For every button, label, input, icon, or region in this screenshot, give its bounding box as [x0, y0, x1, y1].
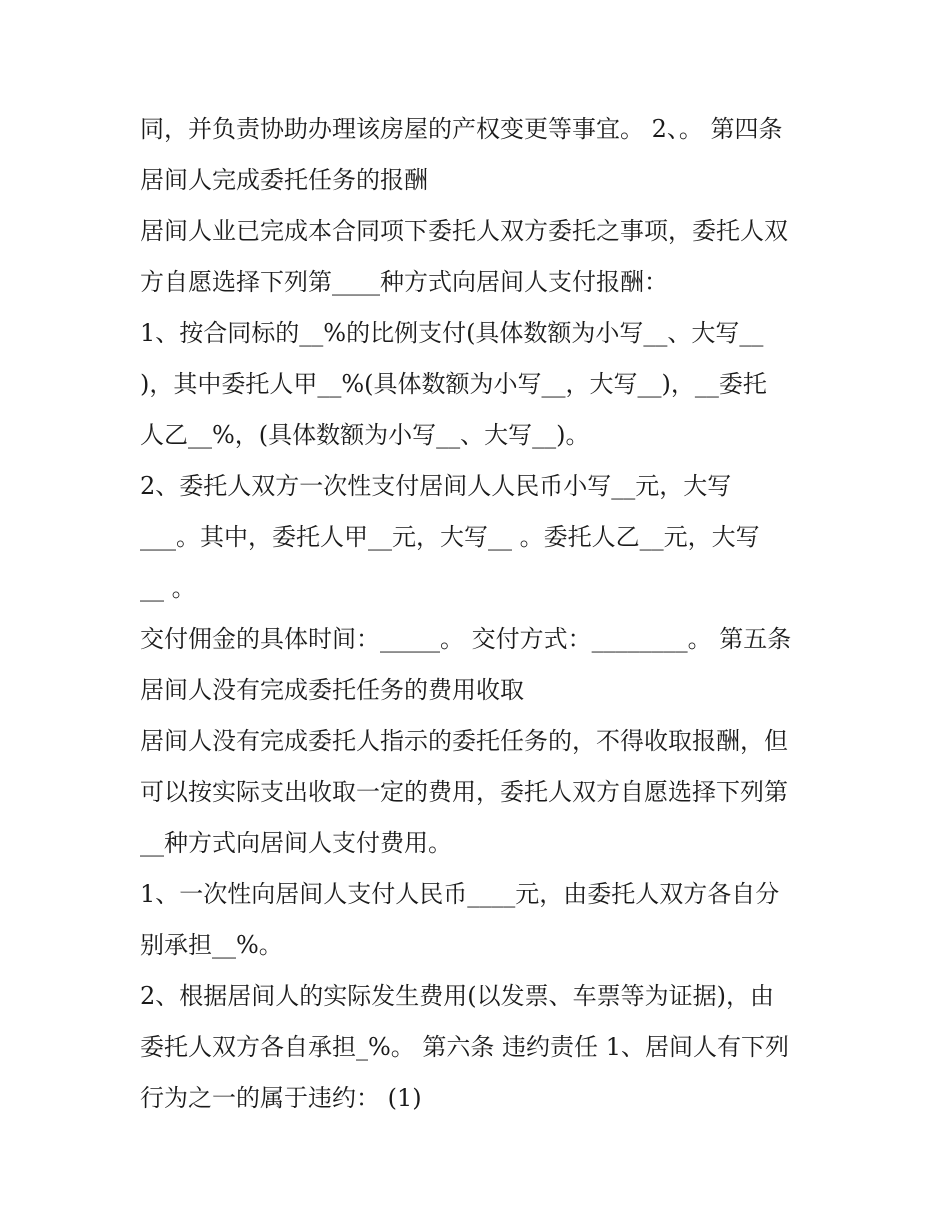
- text-line: 人乙__%，(具体数额为小写__、大写__)。: [140, 421, 590, 449]
- text-line: 2、根据居间人的实际发生费用(以发票、车票等为证据)，由: [140, 982, 774, 1010]
- text-line: )，其中委托人甲__%(具体数额为小写__，大写__)，__委托: [140, 370, 767, 398]
- text-line: 2、委托人双方一次性支付居间人人民币小写__元，大写: [140, 472, 732, 500]
- text-line: ___。其中，委托人甲__元，大写__ 。委托人乙__元，大写: [140, 523, 760, 551]
- text-line: 同，并负责协助办理该房屋的产权变更等事宜。 2、。 第四条: [140, 115, 783, 143]
- document-body: [140, 104, 820, 1124]
- text-line: __ 。: [140, 574, 196, 602]
- text-line: 居间人没有完成委托人指示的委托任务的，不得收取报酬，但: [140, 727, 788, 755]
- text-line: 1、按合同标的__%的比例支付(具体数额为小写__、大写__: [140, 319, 764, 347]
- text-line: 别承担__%。: [140, 931, 283, 959]
- text-line: 居间人业已完成本合同项下委托人双方委托之事项，委托人双: [140, 217, 788, 245]
- text-line: 方自愿选择下列第____种方式向居间人支付报酬：: [140, 268, 668, 296]
- text-line: __种方式向居间人支付费用。: [140, 829, 452, 857]
- text-line: 行为之一的属于违约： (1): [140, 1084, 422, 1112]
- text-line: 居间人没有完成委托任务的费用收取: [140, 676, 524, 704]
- text-line: 可以按实际支出收取一定的费用，委托人双方自愿选择下列第: [140, 778, 788, 806]
- text-line: 1、一次性向居间人支付人民币____元，由委托人双方各自分: [140, 880, 780, 908]
- text-line: 居间人完成委托任务的报酬: [140, 166, 428, 194]
- text-line: 委托人双方各自承担_%。 第六条 违约责任 1、居间人有下列: [140, 1033, 789, 1061]
- text-line: 交付佣金的具体时间：_____。 交付方式：________。 第五条: [140, 625, 792, 653]
